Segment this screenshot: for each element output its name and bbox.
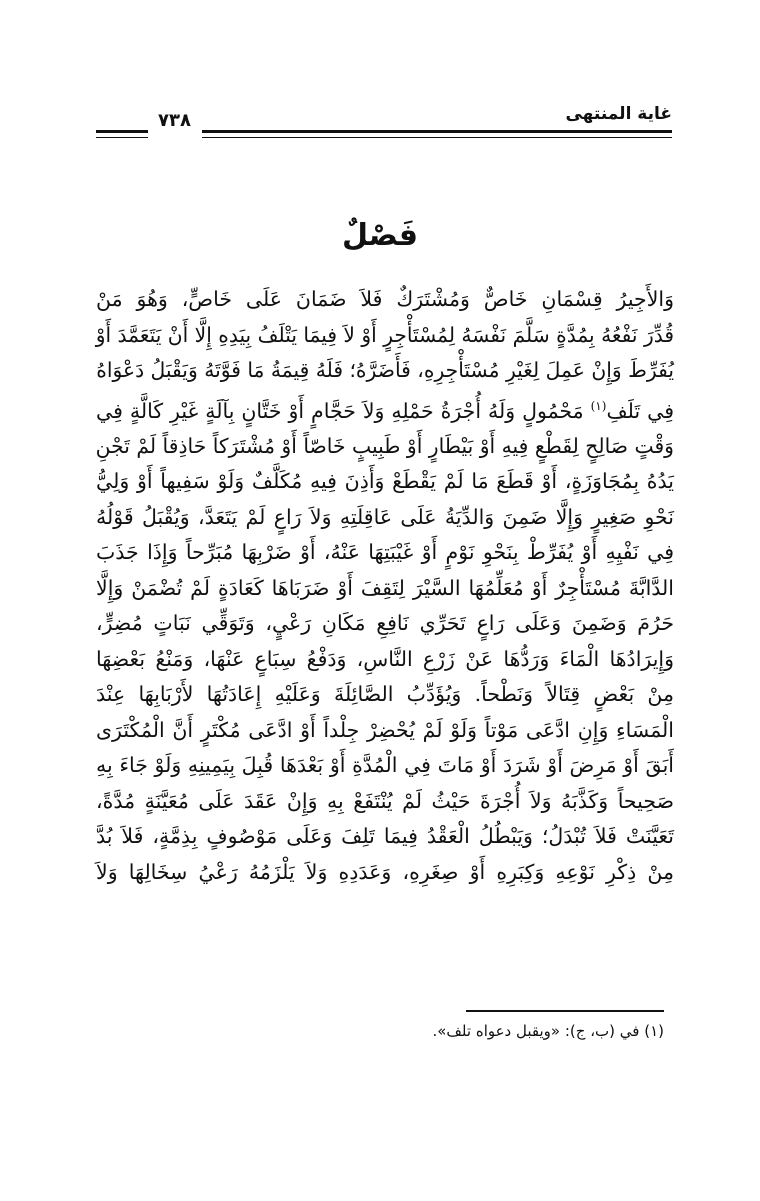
text-line: وَالأَجِيرُ قِسْمَانِ خَاصٌّ وَمُشْتَرَكٌ فَلاَ ضَمَانَ عَلَى خَاصٍّ، وَهُوَ مَنْ	[96, 287, 674, 311]
header-rule-left-thin	[96, 137, 148, 138]
text-line: حَرُمَ وَضَمِنَ وَعَلَى رَاعٍ تَحَرِّي نَافِعِ مَكَانِ رَعْيٍ، وَتَوَقِّي نَبَاتٍ مُضِرٍّ،	[96, 611, 674, 636]
text-line: الدَّابَّةَ مُسْتَأْجِرٌ أَوْ مُعَلِّمُهَا السَّيْرَ لِتَقِفَ أَوْ ضَرَبَاهَا كَعَادَةٍ لَمْ تُضْمَنْ وَإِلَّا	[96, 575, 674, 600]
text-line: صَحِيحاً وَكَذَّبَهُ وَلاَ أُجْرَةَ حَيْثُ لَمْ يُنْتَفَعْ بِهِ وَإِنْ عَقَدَ عَلَى مُعَيَّنَةٍ مُدَّةً،	[96, 788, 674, 813]
text-line: وَإِيرَادُهَا الْمَاءَ وَرَدُّهَا عَنْ زَرْعِ النَّاسِ، وَدَفْعُ سِبَاعٍ عَنْهَا، وَمَنْعُ بَعْضِهَا	[96, 646, 674, 671]
text-line: وَقْتٍ صَالِحٍ لِقَطْعٍ فِيهِ أَوْ بَيْطَارٍ أَوْ طَبِيبٍ خَاصّاً أَوْ مُشْتَرَكاً حَاذِقاً لَمْ تَجْنِ	[95, 433, 674, 458]
text-line: نَحْوِ صَغِيرٍ وَإِلَّا ضَمِنَ وَالدِّيَةُ عَلَى عَاقِلَتِهِ وَلاَ رَاعٍ لَمْ يَتَعَدَّ، وَيُقْبَلُ قَوْلُهُ	[96, 504, 674, 529]
header-rule-thin	[202, 137, 672, 138]
page-number: ٧٣٨	[158, 110, 191, 131]
footnote-marker: (١)	[590, 398, 607, 413]
section-title: فَصْلٌ	[342, 218, 418, 253]
text-line: مِنْ بَعْضٍ قِتَالاً وَنَطْحاً. وَيُؤَدِّبُ الصَّائِلَةَ وَعَلَيْهِ إِعَادَتُهَا لأَرْبَابِهَا عِنْدَ	[96, 682, 674, 707]
header-rule-left	[96, 130, 148, 133]
text-line: الْمَسَاءِ وَإِنِ ادَّعَى مَوْتاً وَلَوْ لَمْ يُحْضِرْ جِلْداً أَوْ ادَّعَى مُكْتَرٍ أَنَّ الْمُكْتَرَى	[96, 717, 674, 742]
text-line: أَبَقَ أَوْ مَرِضَ أَوْ شَرَدَ أَوْ مَاتَ فِي الْمُدَّةِ أَوْ بَعْدَهَا قُبِلَ بِيَمِينِهِ وَلَوْ جَاءَ بِهِ	[96, 753, 674, 778]
text-line-with-footnote	[96, 389, 674, 429]
text-line: فِي نَفْيِهِ أَوْ يُفَرِّطْ بِنَحْوِ نَوْمٍ أَوْ غَيْبَتِهَا عَنْهُ، أَوْ ضَرْبِهَا مُبَرِّحاً وَإِذَا جَذَبَ	[96, 540, 674, 565]
body-text	[96, 282, 674, 890]
text-line: يَدُهُ بِمُجَاوَزَةٍ، أَوْ قَطَعَ مَا لَمْ يَقْطَعْ وَأَذِنَ فِيهِ مُكَلَّفٌ وَلَوْ سَفِيهاً أَوْ وَلِيُّ	[96, 469, 674, 494]
text-line: يُفَرِّطَ وَإِنْ عَمِلَ لِغَيْرِ مُسْتَأْجِرِهِ، فَأَضَرَّهُ؛ فَلَهُ قِيمَةُ مَا فَوَّتَهُ وَيَقْبَلُ دَعْوَاهُ	[96, 358, 675, 382]
text-line: قُدِّرَ نَفْعُهُ بِمُدَّةٍ سَلَّمَ نَفْسَهُ لِمُسْتَأْجِرٍ أَوْ لاَ فِيمَا يَتْلَفُ بِيَدِهِ إِلَّا أَنْ يَتَعَمَّدَ أَوْ	[95, 322, 674, 347]
footnote-separator	[466, 1010, 664, 1012]
text-line: تَعَيَّنَتْ فَلاَ تُبْدَلُ؛ وَيَبْطُلُ الْعَقْدُ فِيمَا تَلِفَ وَعَلَى مَوْصُوفٍ بِذِمَّةٍ، فَلاَ بُدَّ	[96, 824, 674, 849]
text-fragment: فِي تَلَفِ	[606, 398, 674, 423]
page-header	[96, 104, 672, 150]
text-line: مِنْ ذِكْرِ نَوْعِهِ وَكِبَرِهِ أَوْ صِغَرِهِ، وَعَدَدِهِ وَلاَ يَلْزَمُهُ رَعْيُ سِخَالِهَا وَلاَ	[96, 859, 674, 884]
footnote: (١) في (ب، ج): «ويقبل دعواه تلف».	[432, 1022, 664, 1040]
header-rule	[202, 130, 672, 133]
running-title: غاية المنتهى	[565, 104, 672, 124]
text-fragment: مَحْمُولٍ وَلَهُ أُجْرَةُ حَمْلِهِ وَلاَ حَجَّامٍ أَوْ خَتَّانٍ بِآلَةٍ غَيْرِ كَالَّةٍ فِي	[96, 398, 584, 423]
